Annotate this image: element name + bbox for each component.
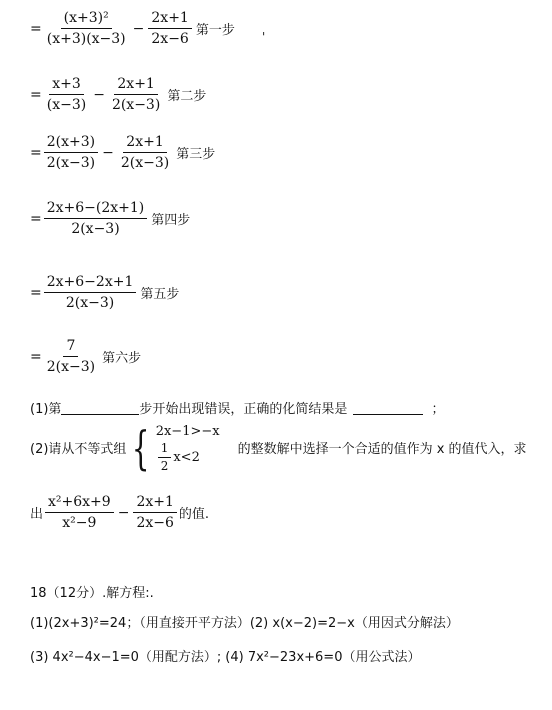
operator: − — [102, 144, 114, 161]
step-label: 第四步 — [151, 213, 191, 228]
fraction — [118, 134, 172, 171]
question-2-text: 的整数解中选择一个合适的值作为 x 的值代入，求 — [237, 442, 527, 457]
answer-blank-step[interactable] — [61, 400, 139, 415]
fraction — [44, 76, 89, 113]
step-label: 第三步 — [176, 147, 216, 162]
operator: − — [117, 504, 130, 521]
fraction — [133, 494, 176, 531]
step-6-row — [30, 338, 141, 375]
inequality-2-rest: x<2 — [173, 449, 200, 465]
step-2-row — [30, 76, 206, 113]
step-label: 第一步 — [195, 23, 235, 38]
step-1-row — [30, 10, 235, 47]
question-18-line-1 — [30, 612, 459, 631]
question-1-prefix: (1)第 — [30, 402, 62, 417]
equals-sign: = — [30, 86, 42, 103]
answer-blank-result[interactable] — [353, 400, 423, 415]
denominator: 2(x−3) — [46, 155, 96, 171]
denominator: 2(x−3) — [120, 155, 170, 171]
numerator: x+3 — [49, 76, 84, 95]
question-2-line-2 — [30, 494, 209, 531]
denominator: (x−3) — [46, 97, 87, 113]
question-18-title: 18（12分）.解方程:. — [30, 586, 154, 601]
question-1-text: 步开始出现错误，正确的化简结果是 — [139, 402, 348, 417]
numerator: 1 — [158, 442, 172, 458]
inequality-2 — [156, 442, 220, 473]
left-brace: { — [132, 420, 150, 475]
fraction — [44, 338, 98, 375]
equation-4: (4) 7x²−23x+6=0（用公式法） — [225, 650, 421, 665]
equals-sign: = — [30, 20, 42, 37]
denominator: 2(x−3) — [111, 97, 161, 113]
numerator: (x+3)² — [61, 10, 112, 29]
fraction — [44, 274, 137, 311]
question-1 — [30, 398, 444, 417]
equals-sign: = — [30, 210, 42, 227]
denominator: 2x−6 — [151, 31, 189, 47]
denominator: 2x−6 — [136, 515, 174, 531]
fraction — [44, 10, 129, 47]
question-2-prefix: (2)请从不等式组 — [30, 442, 127, 457]
numerator: 2x+6−(2x+1) — [44, 200, 148, 219]
step-5-row — [30, 274, 179, 311]
equals-sign: = — [30, 348, 42, 365]
denominator: 2(x−3) — [46, 359, 96, 375]
numerator: 2x+1 — [148, 10, 191, 29]
stray-mark: ' — [262, 30, 266, 44]
denominator: 2 — [160, 459, 169, 473]
step-label: 第六步 — [102, 351, 142, 366]
fraction — [44, 200, 148, 237]
step-label: 第五步 — [140, 287, 180, 302]
question-2-line2-suffix: 的值. — [178, 507, 210, 522]
equation-1: (1)(2x+3)²=24；（用直接开平方法） — [30, 616, 250, 631]
numerator: 2x+6−2x+1 — [44, 274, 137, 293]
question-1-end: ； — [431, 402, 445, 417]
fraction — [148, 10, 191, 47]
numerator: 2x+1 — [123, 134, 166, 153]
equation-3: (3) 4x²−4x−1=0（用配方法）; — [30, 650, 222, 665]
denominator: (x+3)(x−3) — [46, 31, 126, 47]
numerator: 2x+1 — [133, 494, 176, 513]
fraction-half — [158, 442, 172, 473]
step-label: 第二步 — [167, 89, 207, 104]
denominator: 2(x−3) — [71, 221, 120, 237]
step-3-row — [30, 134, 215, 171]
step-4-row — [30, 200, 190, 237]
numerator: 7 — [63, 338, 78, 357]
denominator: x²−9 — [62, 515, 97, 531]
numerator: 2x+1 — [114, 76, 157, 95]
equation-2: (2) x(x−2)=2−x（用因式分解法） — [249, 616, 459, 631]
fraction — [45, 494, 114, 531]
denominator: 2(x−3) — [65, 295, 115, 311]
numerator: 2(x+3) — [44, 134, 98, 153]
inequality-system — [156, 422, 220, 473]
operator: − — [93, 86, 105, 103]
inequality-1: 2x−1>−x — [155, 424, 220, 439]
fraction — [109, 76, 163, 113]
equals-sign: = — [30, 284, 42, 301]
question-2-line2-prefix: 出 — [30, 507, 44, 522]
operator: − — [132, 20, 145, 37]
equals-sign: = — [30, 144, 42, 161]
numerator: x²+6x+9 — [45, 494, 114, 513]
question-18-line-2 — [30, 646, 420, 665]
fraction — [44, 134, 98, 171]
question-2-line-1 — [30, 422, 527, 473]
